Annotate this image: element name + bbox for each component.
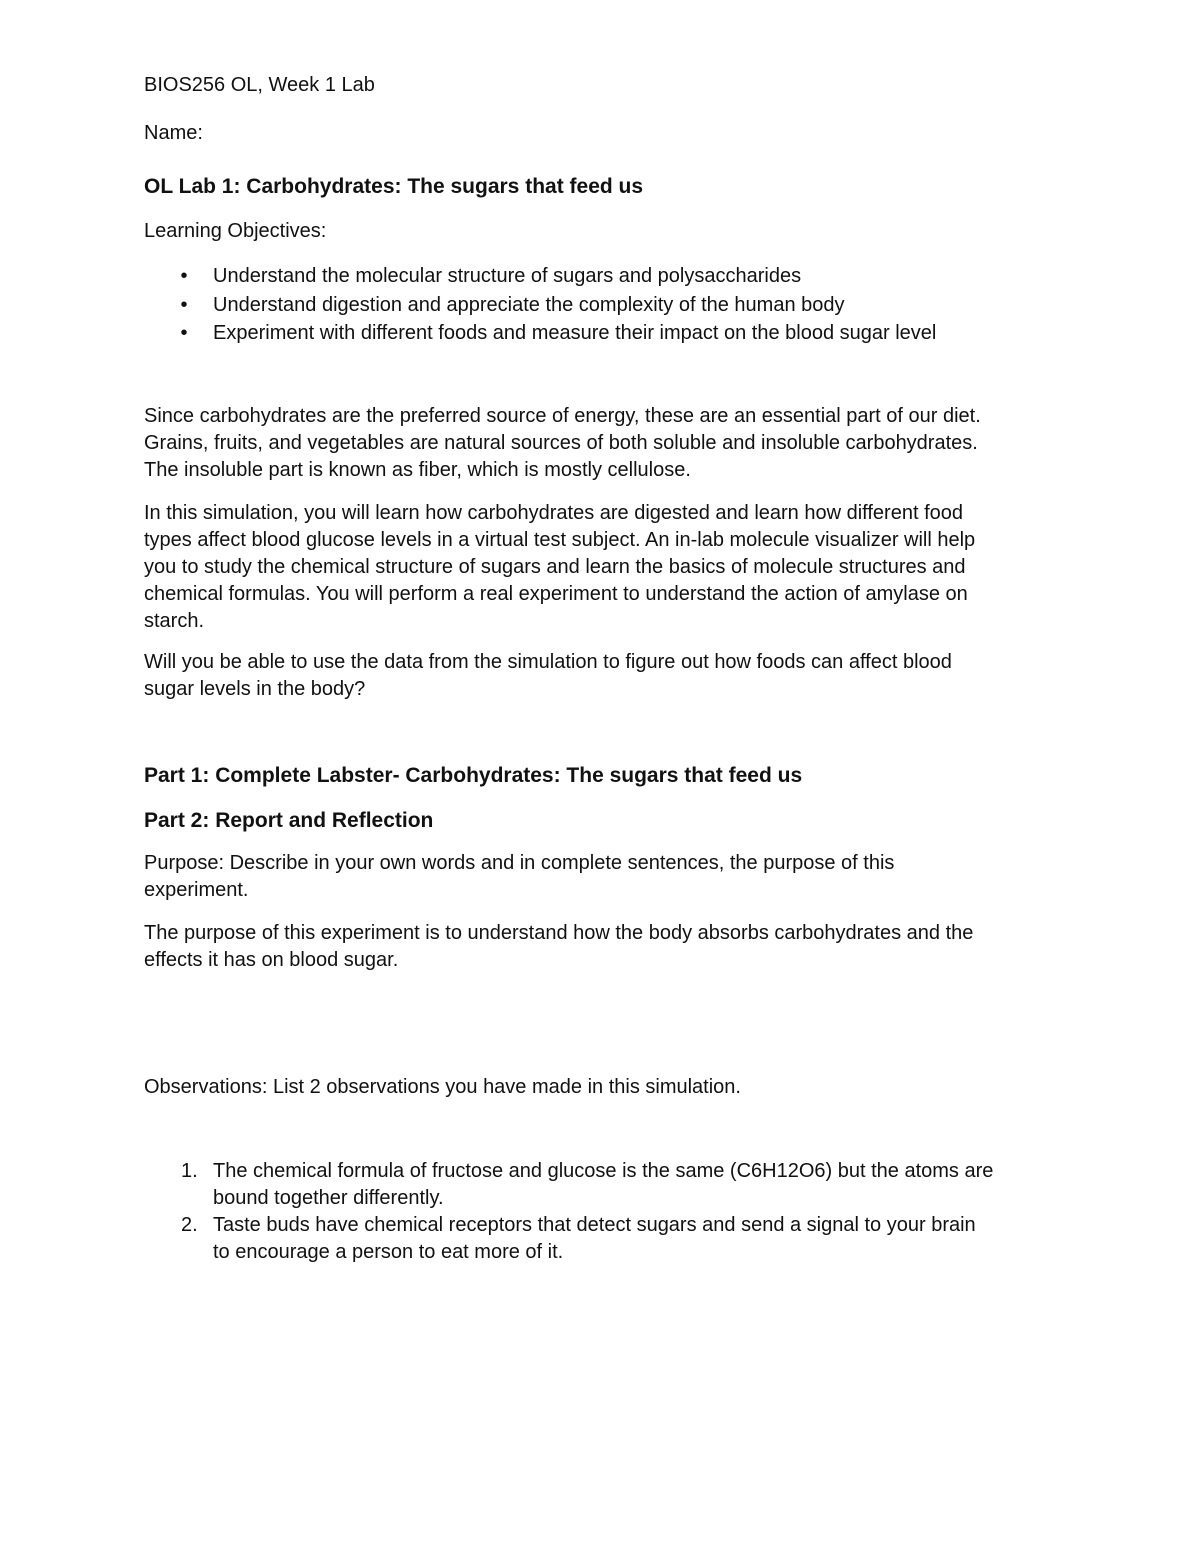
observation-item <box>144 1158 993 1212</box>
bullet-icon: • <box>180 293 188 316</box>
objectives-list <box>144 262 936 348</box>
observations-prompt: Observations: List 2 observations you have made in this simulation. <box>144 1076 741 1098</box>
objective-item <box>144 262 936 291</box>
paragraph-line: sugar levels in the body? <box>144 678 366 700</box>
paragraph-line: starch. <box>144 610 205 632</box>
observations-list <box>144 1158 993 1266</box>
name-label: Name: <box>144 122 203 144</box>
observation-item <box>144 1212 993 1266</box>
course-header: BIOS256 OL, Week 1 Lab <box>144 74 375 96</box>
list-number: 2. <box>181 1214 198 1236</box>
paragraph-line: types affect blood glucose levels in a virtual test subject. An in-lab molecule visualizer will help <box>144 529 976 551</box>
objective-text: Experiment with different foods and measure their impact on the blood sugar level <box>213 322 937 344</box>
paragraph-line: Purpose: Describe in your own words and in complete sentences, the purpose of this <box>144 852 895 874</box>
objective-item <box>144 291 936 320</box>
observation-line: Taste buds have chemical receptors that detect sugars and send a signal to your brain <box>213 1214 976 1236</box>
purpose-prompt <box>144 850 1064 904</box>
objectives-label: Learning Objectives: <box>144 220 327 242</box>
paragraph-line: Will you be able to use the data from the simulation to figure out how foods can affect blood <box>144 651 952 673</box>
intro-paragraph-2 <box>144 500 1064 635</box>
paragraph-line: The insoluble part is known as fiber, which is mostly cellulose. <box>144 459 691 481</box>
bullet-icon: • <box>180 265 188 287</box>
bullet-icon: • <box>180 322 188 344</box>
paragraph-line: Grains, fruits, and vegetables are natural sources of both soluble and insoluble carbohydrates. <box>144 432 978 454</box>
lab-title: OL Lab 1: Carbohydrates: The sugars that feed us <box>144 175 644 198</box>
list-number: 1. <box>181 1160 198 1182</box>
objective-text: Understand digestion and appreciate the complexity of the human body <box>213 293 845 316</box>
part2-heading: Part 2: Report and Reflection <box>144 809 434 832</box>
paragraph-line: The purpose of this experiment is to understand how the body absorbs carbohydrates and the <box>144 922 974 944</box>
purpose-answer <box>144 920 1064 974</box>
paragraph-line: you to study the chemical structure of sugars and learn the basics of molecule structures and <box>144 556 966 578</box>
intro-paragraph-3 <box>144 649 1064 703</box>
intro-paragraph-1 <box>144 403 1064 484</box>
paragraph-line: Since carbohydrates are the preferred source of energy, these are an essential part of our diet. <box>144 405 981 427</box>
paragraph-line: chemical formulas. You will perform a real experiment to understand the action of amylase on <box>144 583 968 605</box>
part1-heading: Part 1: Complete Labster- Carbohydrates: The sugars that feed us <box>144 764 803 787</box>
observation-line: to encourage a person to eat more of it. <box>213 1241 564 1263</box>
observation-line: bound together differently. <box>213 1187 444 1209</box>
objective-item <box>144 319 936 348</box>
observation-line: The chemical formula of fructose and glucose is the same (C6H12O6) but the atoms are <box>213 1160 994 1182</box>
objective-text: Understand the molecular structure of sugars and polysaccharides <box>213 265 802 287</box>
paragraph-line: experiment. <box>144 879 249 901</box>
paragraph-line: effects it has on blood sugar. <box>144 949 399 971</box>
paragraph-line: In this simulation, you will learn how carbohydrates are digested and learn how different food <box>144 502 963 524</box>
